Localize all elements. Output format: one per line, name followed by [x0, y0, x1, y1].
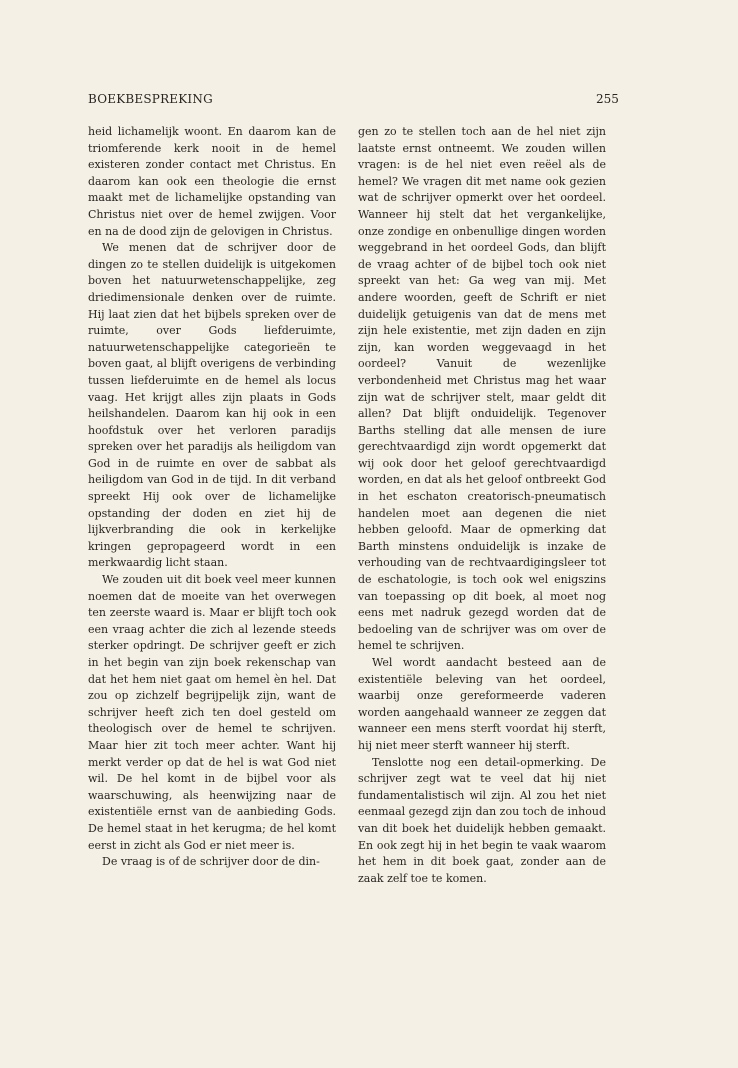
text-column-right — [358, 124, 606, 887]
page-number: 255 — [596, 92, 619, 106]
text-column-left — [88, 124, 336, 871]
paragraph: Tenslotte nog een detail-opmerking. De schrijver zegt wat te veel dat hij niet fundamentalistisch wil zijn. Al zou het niet eenmaal gezegd zijn dan zou toch de inhoud van dit boek het duidelijk hebben gemaakt. En ook zegt hij in het begin te vaak waarom het hem in dit boek gaat, zonder aan de zaak zelf toe te komen. — [358, 755, 606, 885]
paragraph: De vraag is of de schrijver door de din- — [102, 855, 320, 869]
paragraph: We menen dat de schrijver door de dingen zo te stellen duidelijk is uitgekomen boven het natuurwetenschappelijke, zeg driedimensionale denken over de ruimte. Hij laat zien dat het bijbels spreken over de ruimte, over Gods liefderuimte, natuurwetenschappelijke categorieën te boven gaat, al blijft overigens de verbinding tussen liefderuimte en de hemel als locus vaag. Het krijgt alles zijn plaats in Gods heilshandelen. Daarom kan hij ook in een hoofdstuk over het verloren paradijs spreken over het paradijs als heiligdom van God in de ruimte en over de sabbat als heiligdom van God in de tijd. In dit verband spreekt Hij ook over de lichamelijke opstanding der doden en ziet hij de lijkverbranding die ook in kerkelijke kringen gepropageerd wordt in een merkwaardig licht staan. — [88, 241, 336, 570]
section-title: BOEKBESPREKING — [88, 92, 213, 106]
paragraph: We zouden uit dit boek veel meer kunnen noemen dat de moeite van het overwegen ten zeerste waard is. Maar er blijft toch ook een vraag achter die zich al lezende steeds sterker opdringt. De schrijver geeft er zich in het begin van zijn boek rekenschap van dat het hem niet gaat om hemel èn hel. Dat zou op zichzelf begrijpelijk zijn, want de schrijver heeft zich ten doel gesteld om theologisch over de hemel te schrijven. Maar hier zit toch meer achter. Want hij merkt verder op dat de hel is wat God niet wil. De hel komt in de bijbel voor als waarschuwing, als heenwijzing naar de existentiële ernst van de aanbieding Gods. De hemel staat in het kerugma; de hel komt eerst in zicht als God er niet meer is. — [88, 573, 336, 852]
paragraph: gen zo te stellen toch aan de hel niet zijn laatste ernst ontneemt. We zouden willen vragen: is de hel niet even reëel als de hemel? We vragen dit met name ook gezien wat de schrijver opmerkt over het oordeel. Wanneer hij stelt dat het vergankelijke, onze zondige en onbenullige dingen worden weggebrand in het oordeel Gods, dan blijft de vraag achter of de bijbel toch ook niet spreekt van het: Ga weg van mij. Met andere woorden, geeft de Schrift er niet duidelijk getuigenis van dat de mens met zijn hele existentie, met zijn daden en zijn zijn, kan worden weggevaagd in het oordeel? Vanuit de wezenlijke verbondenheid met Christus mag het waar zijn wat de schrijver stelt, maar geldt dit allen? Dat blijft onduidelijk. Tegenover Barths stelling dat alle mensen de iure gerechtvaardigd zijn wordt opgemerkt dat wij ook door het geloof gerechtvaardigd worden, en dat als het geloof ontbreekt God in het eschaton creatorisch-pneumatisch handelen moet aan degenen die niet hebben geloofd. Maar de opmerking dat Barth minstens onduidelijk is inzake de verhouding van de rechtvaardigingsleer tot de eschatologie, is toch ook wel enigszins van toepassing op dit boek, al moet nog eens met nadruk gezegd worden dat de bedoeling van de schrijver was om over de hemel te schrijven. — [358, 125, 606, 653]
paragraph: Wel wordt aandacht besteed aan de existentiële beleving van het oordeel, waarbij onze gereformeerde vaderen worden aangehaald wanneer ze zeggen dat wanneer een mens sterft voordat hij sterft, hij niet meer sterft wanneer hij sterft. — [358, 656, 606, 752]
paragraph: heid lichamelijk woont. En daarom kan de triomferende kerk nooit in de hemel existeren zonder contact met Christus. En daarom kan ook een theologie die ernst maakt met de lichamelijke opstanding van Christus niet over de hemel zwijgen. Voor en na de dood zijn de gelovigen in Christus. — [88, 125, 336, 238]
